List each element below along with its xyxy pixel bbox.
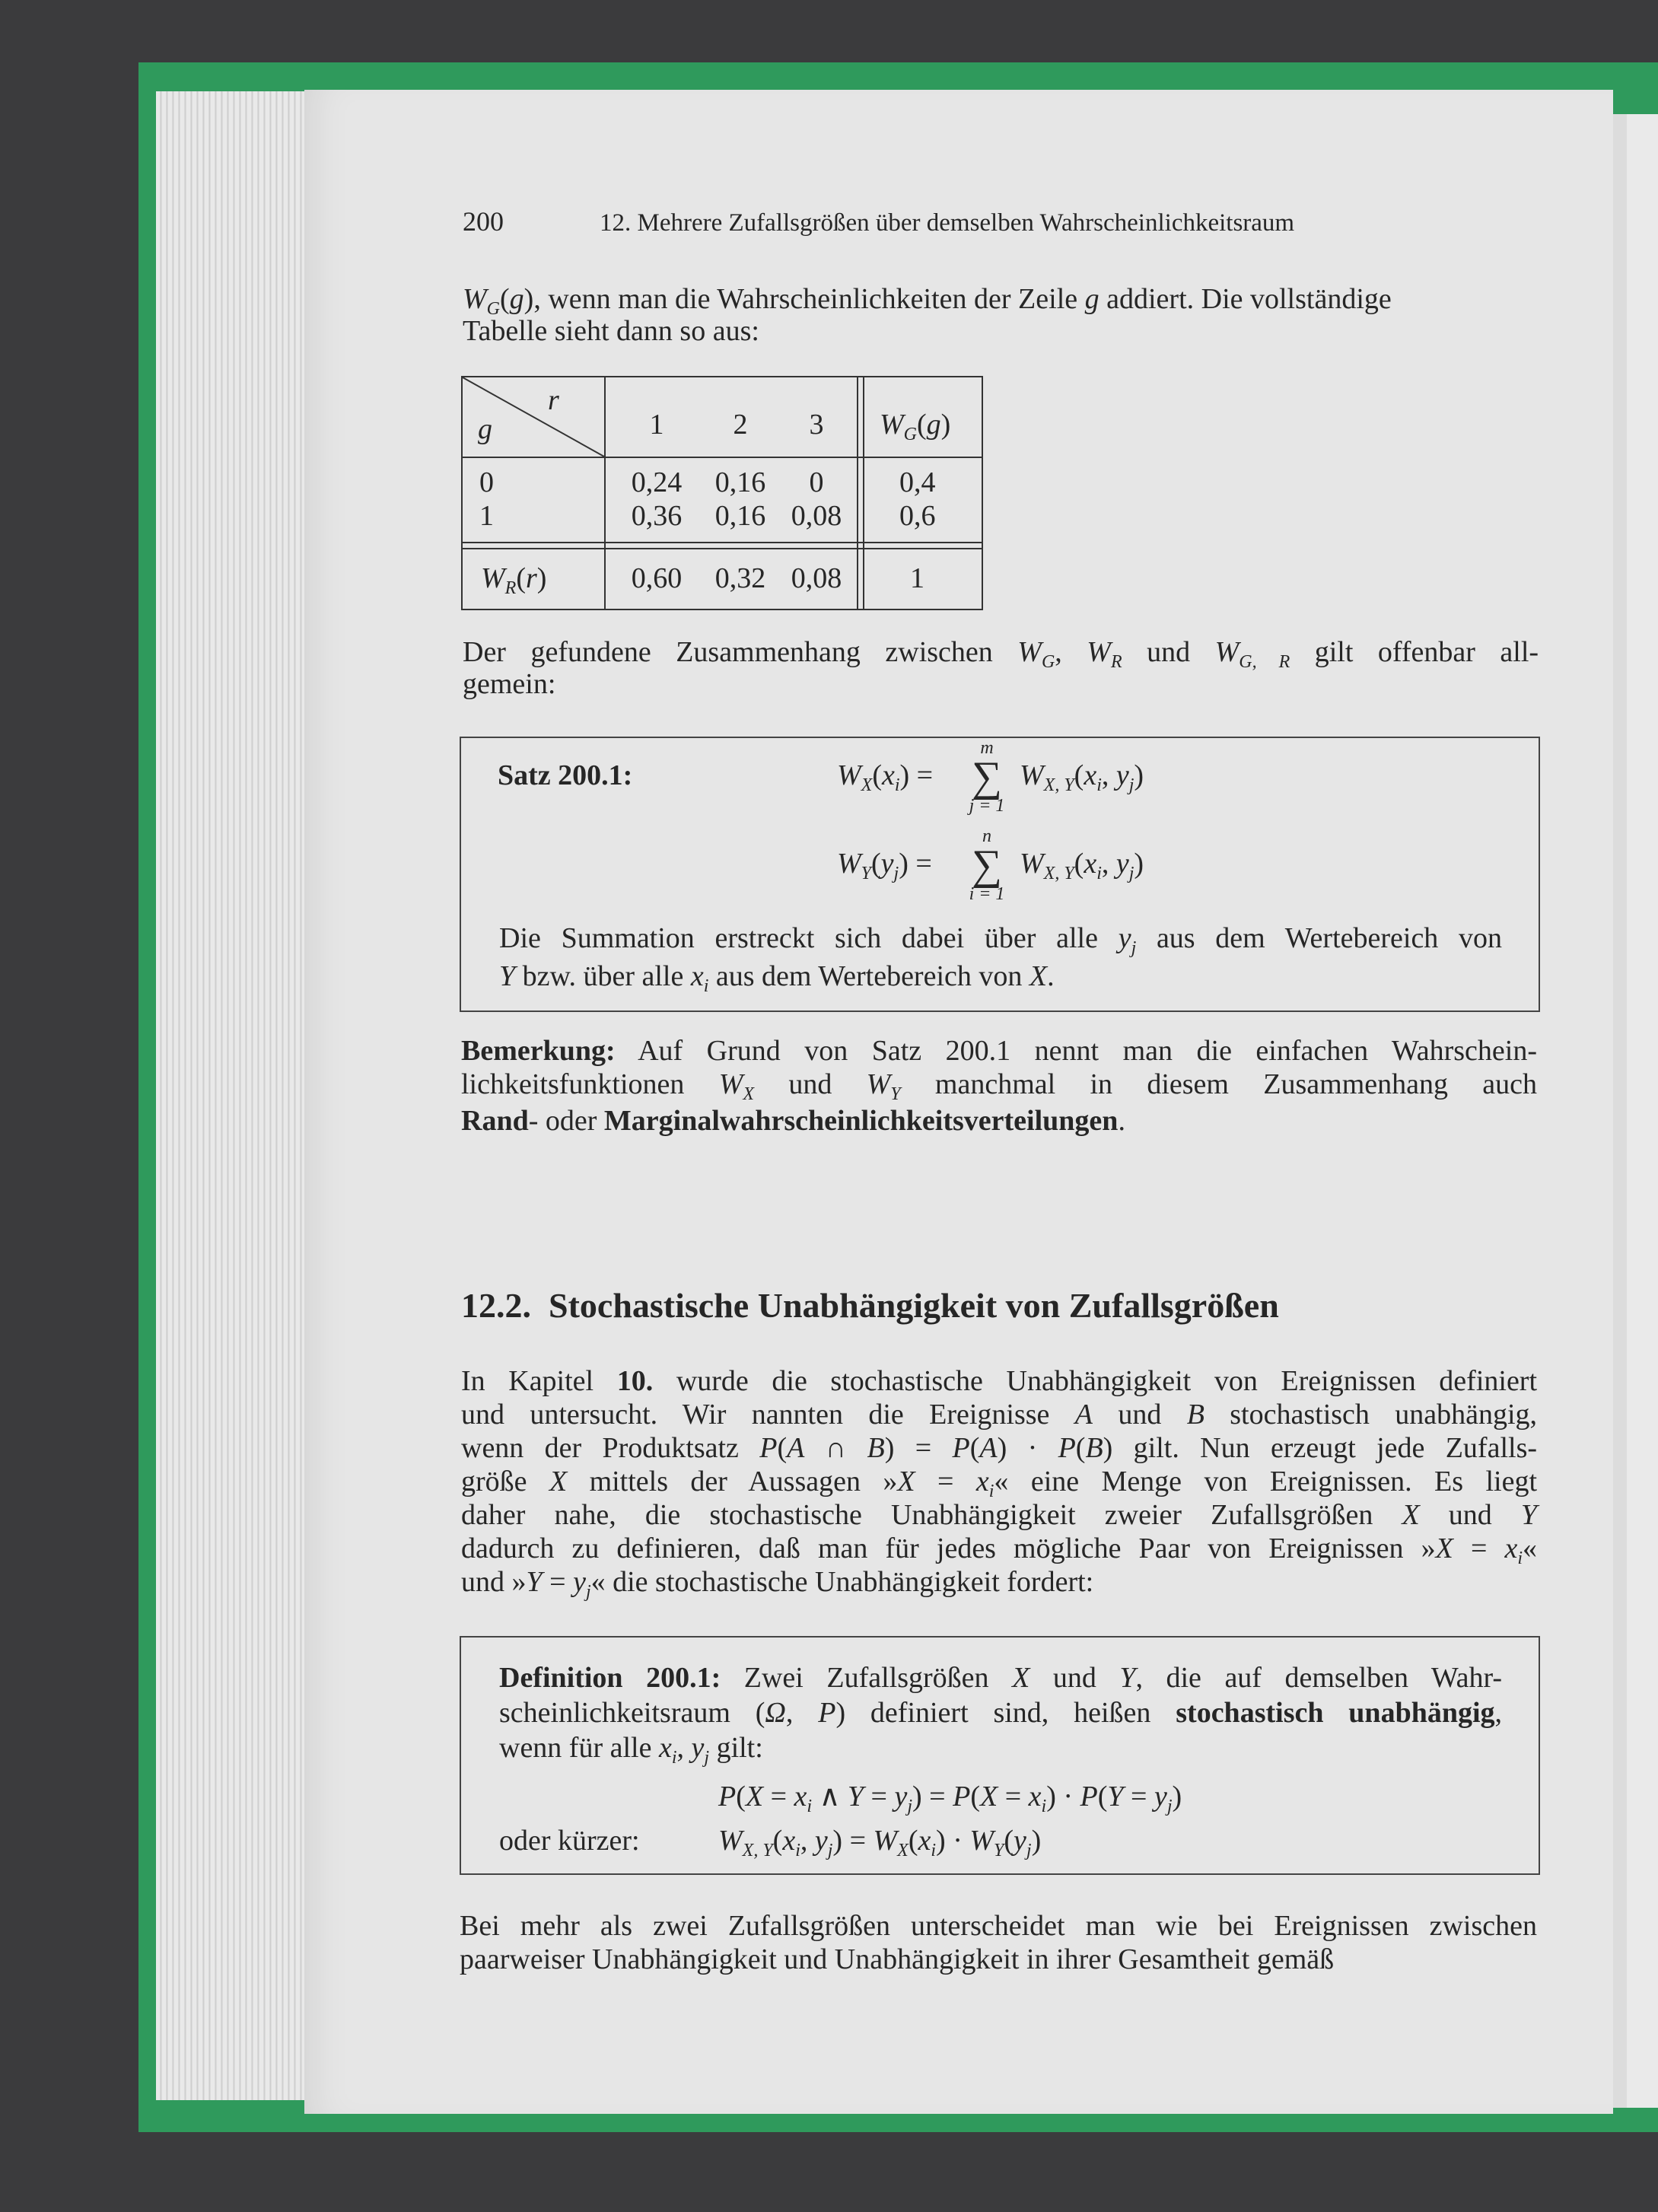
remark-line-3: Rand- oder Marginalwahrscheinlichkeitsverteilungen. [461, 1105, 1125, 1137]
body-line-3: wenn der Produktsatz P(A ∩ B) = P(A) · P(B) gilt. Nun erzeugt jede Zufalls- [461, 1432, 1538, 1464]
row-label: 1 [479, 500, 494, 532]
remark-line-1: Bemerkung: Auf Grund von Satz 200.1 nennt man die einfachen Wahrschein- [461, 1035, 1537, 1067]
body-line-2: und untersucht. Wir nannten die Ereignisse A und B stochastisch unabhängig, [461, 1399, 1538, 1431]
marginal-cell: 0,60 [631, 562, 683, 594]
marginal-label: $W_R(r)$ [481, 562, 547, 598]
col-header: 2 [733, 409, 748, 441]
formula-wxy-2: $W_{X, Y}(x_i$, $y_j$) [1020, 848, 1144, 883]
definition-line-3: wenn für alle $x_i$, $y_j$ gilt: [499, 1732, 763, 1768]
col-var: r [548, 384, 559, 416]
intro-line-2: Tabelle sieht dann so aus: [463, 315, 759, 347]
definition-formula-1: $P(X = x_i$ ∧ $Y = y_j) = P(X = x_i) \cdot P(Y = y_j)$ [718, 1781, 1182, 1816]
definition-line-1: Definition 200.1: Zwei Zufallsgrößen X und Y, die auf demselben Wahr- [499, 1662, 1503, 1694]
body-line-6: dadurch zu definieren, daß man für jedes mögliche Paar von Ereignissen »X = $x_i«$ [461, 1532, 1538, 1568]
body-line-5: daher nahe, die stochastische Unabhängigkeit zweier Zufallsgrößen X und Y [461, 1499, 1538, 1531]
table-cell-total: 0,4 [899, 466, 936, 498]
formula-wx: $W_X(x_i)$ = [837, 759, 934, 795]
table-cell: 0,08 [791, 500, 842, 532]
definition-line-2: scheinlichkeitsraum (Ω, P) definiert sind, heißen stochastisch unabhängig, [499, 1697, 1503, 1729]
body-line-7: und »Y = $y_j«$ die stochastische Unabhängigkeit fordert: [461, 1566, 1094, 1602]
table-cell: 0 [809, 466, 824, 498]
table-cell: 0,16 [714, 500, 766, 532]
formula-wy: $W_Y(y_j)$ = [837, 848, 932, 883]
marginal-cell: 0,08 [791, 562, 842, 594]
closing-line-1: Bei mehr als zwei Zufallsgrößen unterscheidet man wie bei Ereignissen zwischen [460, 1910, 1537, 1942]
row-label: 0 [479, 466, 494, 498]
closing-line-2: paarweiser Unabhängigkeit und Unabhängigkeit in ihrer Gesamtheit gemäß [460, 1943, 1335, 1975]
page-number: 200 [463, 206, 504, 237]
sum-symbol: n ∑ i = 1 [969, 826, 1005, 904]
col-header-total: $W_G(g)$ [880, 409, 951, 444]
section-heading: 12.2. Stochastische Unabhängigkeit von Zufallsgrößen [461, 1286, 1279, 1325]
body-line-4: größe X mittels der Aussagen »X = $x_i«$ eine Menge von Ereignissen. Es liegt [461, 1466, 1537, 1501]
running-header: 12. Mehrere Zufallsgrößen über demselben Wahrscheinlichkeitsraum [600, 209, 1295, 237]
theorem-note-2: Y bzw. über alle $x_i$ aus dem Wertebereich von X. [499, 960, 1055, 996]
table-cell: 0,36 [631, 500, 683, 532]
intro-line-1: $W_G(g)$, wenn man die Wahrscheinlichkeiten der Zeile g addiert. Die vollständige [463, 283, 1392, 319]
remark-line-2: lichkeitsfunktionen $W_X$ und $W_Y$ manchmal in diesem Zusammenhang auch [461, 1068, 1538, 1104]
body-line-1: In Kapitel 10. wurde die stochastische Unabhängigkeit von Ereignissen definiert [461, 1365, 1538, 1397]
formula-wxy-1: $W_{X, Y}(x_i$, $y_j$) [1020, 759, 1144, 795]
theorem-note-1: Die Summation erstreckt sich dabei über alle $y_j$ aus dem Wertebereich von [499, 922, 1503, 958]
probability-table [461, 376, 983, 610]
definition-alt-label: oder kürzer: [499, 1825, 640, 1857]
col-header: 1 [649, 409, 664, 441]
col-header: 3 [809, 409, 824, 441]
row-var: g [478, 413, 492, 445]
relation-line-2: gemein: [463, 668, 556, 700]
table-cell-total: 0,6 [899, 500, 936, 532]
relation-line-1: Der gefundene Zusammenhang zwischen $W_G$, $W_R$ und $W_{G, R}$ gilt offenbar all- [463, 636, 1539, 672]
page-edges [156, 91, 316, 2100]
facing-page-edge [1613, 114, 1658, 2108]
definition-formula-2: $W_{X, Y}(x_i$, $y_j) = W_X(x_i) \cdot W_Y(y_j)$ [718, 1825, 1042, 1860]
theorem-label: Satz 200.1: [498, 759, 633, 791]
marginal-cell: 0,32 [714, 562, 766, 594]
marginal-total: 1 [910, 562, 924, 594]
table-cell: 0,16 [714, 466, 766, 498]
table-cell: 0,24 [631, 466, 683, 498]
sum-symbol: m ∑ j = 1 [969, 738, 1005, 816]
